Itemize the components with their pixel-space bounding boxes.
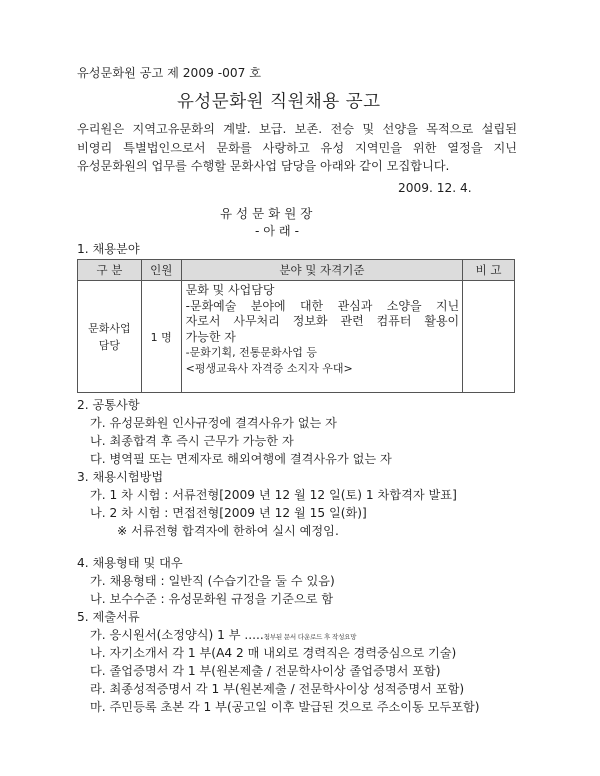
qualification-line: 자로서 사무처리 정보화 관련 컴퓨터 활용이 [185,314,460,328]
qualification-line: 가능한 자 [185,329,236,344]
category-cell [78,281,142,393]
list-item: 나. 2 차 시험 : 면접전형[2009 년 12 월 15 일(화)] [90,506,367,520]
section-heading-documents: 5. 제출서류 [77,610,140,624]
list-item: 나. 보수수준 : 유성문화원 규정을 기준으로 함 [90,592,334,606]
doc-number: 유성문화원 공고 제 2009 -007 호 [77,66,262,80]
qualification-line: -문화기획, 전통문화사업 등 [185,346,317,359]
section-heading-exam: 3. 채용시험방법 [77,470,164,484]
below-heading: - 아 래 - [255,224,299,238]
list-item: 가. 유성문화원 인사규정에 결격사유가 없는 자 [90,416,337,430]
intro-line: 우리원은 지역고유문화의 계발. 보급. 보존. 전승 및 선양을 목적으로 설립된 [77,122,517,136]
intro-line: 유성문화원의 업무를 수행할 문화사업 담당을 아래와 같이 모집합니다. [77,159,450,173]
announcement-date: 2009. 12. 4. [398,181,472,195]
table-header-cell: 분야 및 자격기준 [181,260,463,281]
qualification-line: -문화예술 분야에 대한 관심과 소양을 지닌 [185,298,460,313]
page-title: 유성문화원 직원채용 공고 [177,92,381,112]
list-item: 나. 최종합격 후 즉시 근무가 가능한 자 [90,434,294,448]
signatory: 유 성 문 화 원 장 [220,206,313,221]
table-header-cell: 비 고 [463,260,515,281]
list-item: 나. 자기소개서 각 1 부(A4 2 매 내외로 경력직은 경력중심으로 기술) [90,646,457,660]
category-line: 담당 [98,338,121,352]
section-heading-common: 2. 공통사항 [77,398,140,412]
list-item: 라. 최종성적증명서 각 1 부(원본제출 / 전문학사이상 성적증명서 포함) [90,682,465,696]
document-item-note: 첨부된 문서 다운로드 후 작성요망 [263,633,357,641]
note-cell [463,281,515,393]
table-header-cell: 구 분 [78,260,142,281]
section-heading-employment: 4. 채용형태 및 대우 [77,556,183,570]
list-item: 가. 채용형태 : 일반직 (수습기간을 둘 수 있음) [90,574,335,588]
list-item [90,628,356,645]
qualification-line: 문화 및 사업담당 [185,283,275,297]
qualification-cell [181,281,463,393]
section-heading-recruitment-field: 1. 채용분야 [77,242,140,256]
document-item-main: 가. 응시원서(소정양식) 1 부 ..... [90,628,264,642]
list-item: 마. 주민등록 초본 각 1 부(공고일 이후 발급된 것으로 주소이동 모두포함) [90,700,480,714]
table-row [78,281,515,393]
list-item: 다. 졸업증명서 각 1 부(원본제출 / 전문학사이상 졸업증명서 포함) [90,664,441,678]
recruitment-table [77,259,515,393]
qualification-line: <평생교육사 자격증 소지자 우대> [185,361,353,375]
list-item: 다. 병역필 또는 면제자로 해외여행에 결격사유가 없는 자 [90,452,392,466]
list-item: 가. 1 차 시험 : 서류전형[2009 년 12 월 12 일(토) 1 차합격자 발표] [90,488,457,502]
headcount-cell: 1 명 [141,281,181,393]
table-header-row [78,260,515,281]
exam-note: ※ 서류전형 합격자에 한하여 실시 예정임. [117,524,339,538]
intro-line: 비영리 특별법인으로서 문화를 사랑하고 유성 지역민을 위한 열정을 지닌 [77,141,517,155]
category-line: 문화사업 [88,321,131,335]
table-header-cell: 인원 [141,260,181,281]
